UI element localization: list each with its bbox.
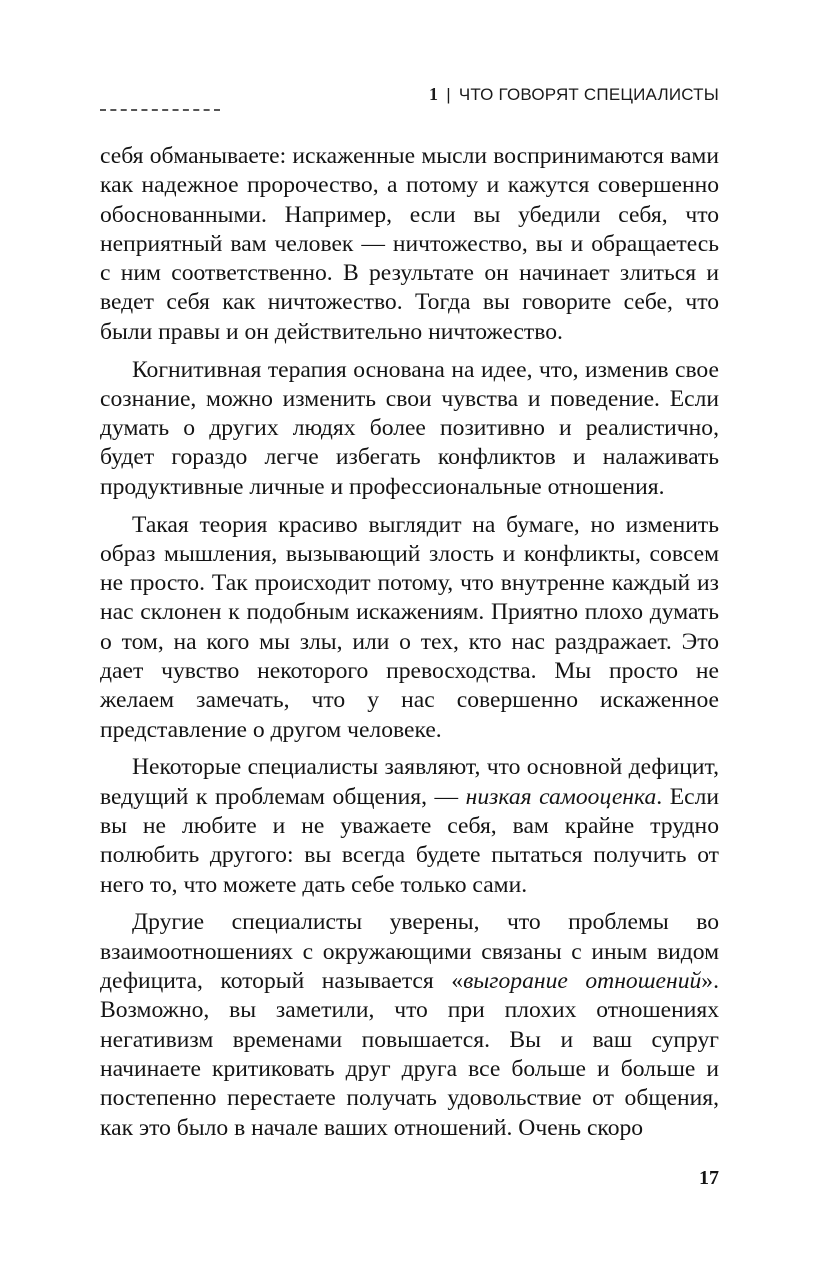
paragraph-4-italic-term: низкая самооценка <box>465 783 657 810</box>
paragraph-5-before: Другие специалисты уверены, что проблемы во взаимоотношениях с окружающими связаны с иным видом дефицита, который называется « <box>100 909 719 995</box>
header-rule <box>100 109 220 111</box>
paragraph-4 <box>100 753 719 899</box>
paragraph-5-after: ». Возможно, вы заметили, что при плохих отношениях негативизм временами повышается. Вы и ваш супруг начинаете критиковать друг друга все больше и больше и постепенно перестаете получать удовольствие от общения, как это было в начале ваших отношений. Очень скоро <box>100 968 719 1141</box>
chapter-title: ЧТО ГОВОРЯТ СПЕЦИАЛИСТЫ <box>458 85 719 104</box>
paragraph-3-text: Такая теория красиво выглядит на бумаге, но изменить образ мышления, вызывающий злость и конфликты, совсем не просто. Так происходит потому, что внутренне каждый из нас склонен к подобным искажениям. Приятно плохо думать о том, на кого мы злы, или о тех, кто нас раздражает. Это дает чувство некоторого превосходства. Мы просто не желаем замечать, что у нас совершенно искаженное представление о другом человеке. <box>100 511 719 743</box>
paragraph-2 <box>100 356 719 502</box>
body-text <box>100 142 719 1151</box>
paragraph-2-text: Когнитивная терапия основана на идее, что, изменив свое сознание, можно изменить свои чувства и поведение. Если думать о других людях более позитивно и реалистично, будет гораздо легче избегать конфликтов и налаживать продуктивные личные и профессиональные отношения. <box>100 356 719 500</box>
paragraph-1 <box>100 142 719 347</box>
paragraph-1-text: себя обманываете: искаженные мысли воспринимаются вами как надежное пророчество, а потому и кажутся совершенно обоснованными. Например, если вы убедили себя, что неприятный вам человек — ничтожество, вы и обращаетесь с ним соответственно. В результате он начинает злиться и ведет себя как ничтожество. Тогда вы говорите себе, что были правы и он действительно ничтожество. <box>100 143 719 345</box>
paragraph-5-italic-term: выгорание отношений <box>463 968 702 995</box>
page-number: 17 <box>699 1167 719 1189</box>
paragraph-4-after: . Если вы не любите и не уважаете себя, вам крайне трудно полюбить другого: вы всегда будете пытаться получить от него то, что можете дать себе только сами. <box>100 783 719 898</box>
paragraph-3 <box>100 511 719 745</box>
running-head <box>100 84 719 108</box>
chapter-number: 1 <box>428 84 439 104</box>
paragraph-5 <box>100 908 719 1142</box>
paragraph-4-before: Некоторые специалисты заявляют, что основной дефицит, ведущий к проблемам общения, — <box>100 754 719 810</box>
header-separator: | <box>446 85 451 104</box>
